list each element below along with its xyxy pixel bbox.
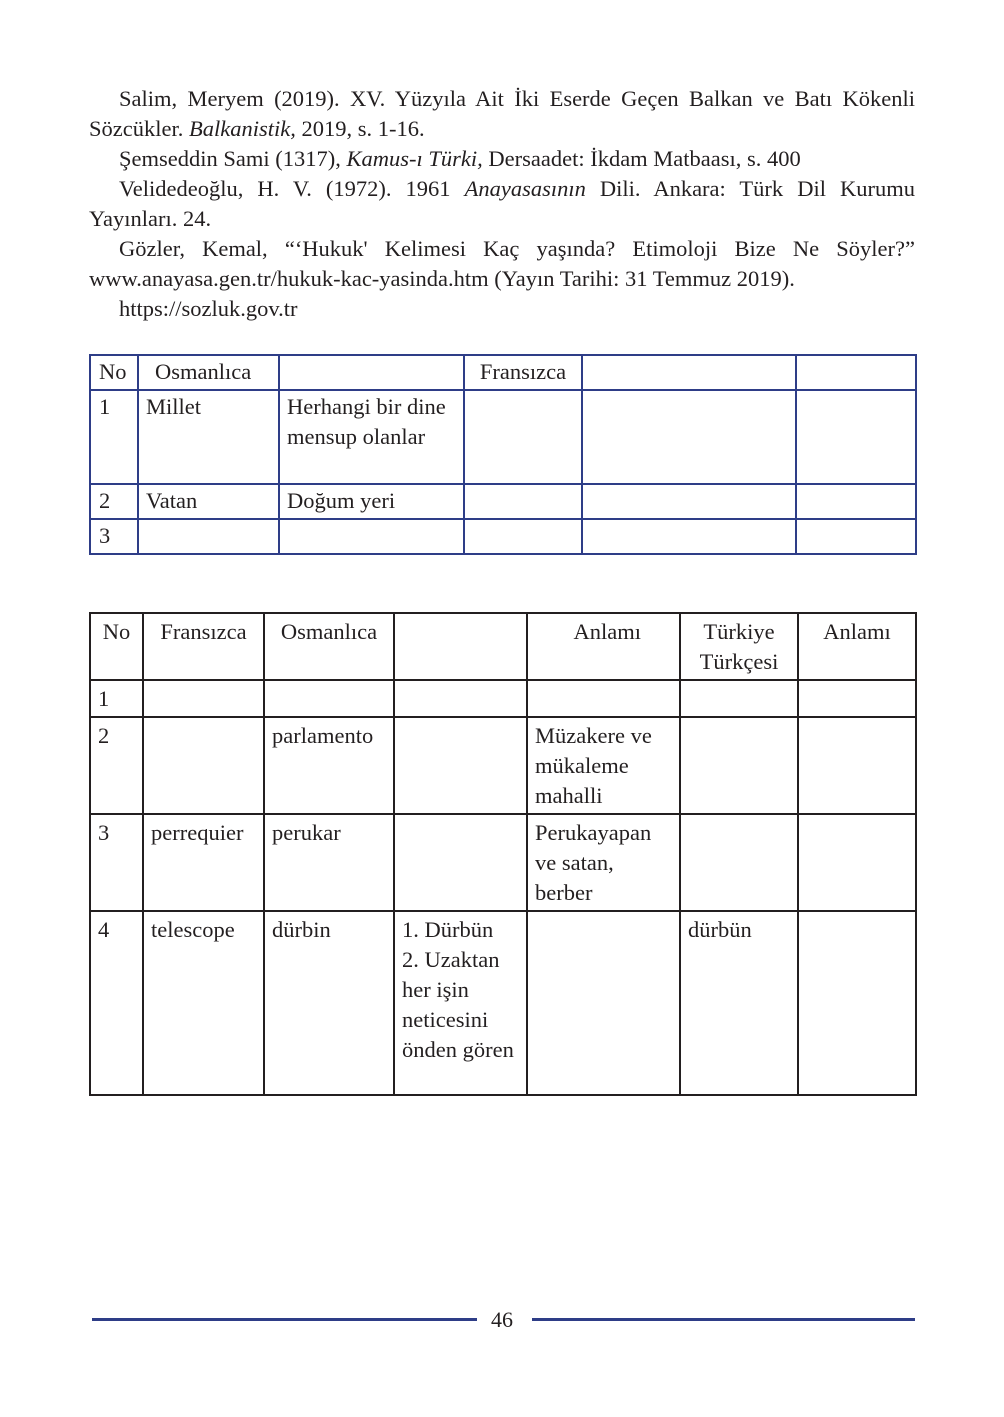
cell-no: 2 bbox=[90, 484, 138, 519]
cell-anlami bbox=[798, 680, 916, 717]
cell bbox=[582, 484, 796, 519]
header-no: No bbox=[90, 613, 143, 680]
table-header-row bbox=[90, 355, 916, 390]
cell-osmanlica bbox=[138, 519, 279, 554]
header-fransizca: Fransızca bbox=[143, 613, 264, 680]
header-osmanlica: Osmanlıca bbox=[138, 355, 279, 390]
header-cell bbox=[394, 613, 527, 680]
header-fransizca: Fransızca bbox=[464, 355, 582, 390]
reference-book: Anayasasının bbox=[464, 176, 586, 201]
table-header-row bbox=[90, 613, 916, 680]
cell bbox=[582, 519, 796, 554]
cell-fransizca bbox=[143, 680, 264, 717]
cell bbox=[582, 390, 796, 484]
table-fransizca-osmanlica bbox=[89, 612, 917, 1096]
table-osmanlica-fransizca bbox=[89, 354, 917, 555]
cell-no: 3 bbox=[90, 519, 138, 554]
table-row bbox=[90, 519, 916, 554]
reference-salim bbox=[89, 84, 915, 144]
cell-osmanlica: Vatan bbox=[138, 484, 279, 519]
references bbox=[89, 84, 915, 324]
table-row bbox=[90, 814, 916, 911]
reference-sozluk: https://sozluk.gov.tr bbox=[119, 296, 298, 321]
reference-text: Şemseddin Sami (1317), bbox=[119, 146, 347, 171]
table-row bbox=[90, 911, 916, 1095]
cell-osmanlica: dürbin bbox=[264, 911, 394, 1095]
reference-gozler: Gözler, Kemal, “‘Hukuk' Kelimesi Kaç yaşında? Etimoloji Bize Ne Söyler?” www.anayasa.gen.tr/hukuk-kac-yasinda.htm (Yayın Tarihi: 31 Temmuz 2019). bbox=[89, 236, 915, 291]
footer-rule-right bbox=[532, 1318, 915, 1321]
cell-no: 4 bbox=[90, 911, 143, 1095]
table-row bbox=[90, 484, 916, 519]
header-cell bbox=[582, 355, 796, 390]
header-cell bbox=[279, 355, 464, 390]
cell-fransizca bbox=[464, 390, 582, 484]
cell-turkiye-turkcesi: dürbün bbox=[680, 911, 798, 1095]
cell-osmanlica: perukar bbox=[264, 814, 394, 911]
cell-definition: 1. Dürbün 2. Uzaktan her işin neticesini önden gören bbox=[394, 911, 527, 1095]
reference-text: Velidedeoğlu, H. V. (1972). 1961 bbox=[119, 176, 465, 201]
cell-no: 1 bbox=[90, 680, 143, 717]
table-row bbox=[90, 680, 916, 717]
cell-osmanlica bbox=[264, 680, 394, 717]
cell-osmanlica: Millet bbox=[138, 390, 279, 484]
cell-meaning: Doğum yeri bbox=[279, 484, 464, 519]
cell-definition bbox=[394, 717, 527, 814]
cell-anlami bbox=[527, 911, 680, 1095]
page-footer bbox=[89, 1305, 915, 1335]
cell-definition bbox=[394, 814, 527, 911]
cell-fransizca bbox=[464, 519, 582, 554]
cell-definition bbox=[394, 680, 527, 717]
reference-journal: Balkanistik, bbox=[188, 116, 296, 141]
cell-anlami bbox=[527, 680, 680, 717]
reference-book: Kamus-ı Türki, bbox=[346, 146, 483, 171]
table-row bbox=[90, 717, 916, 814]
cell-osmanlica: parlamento bbox=[264, 717, 394, 814]
reference-text: Salim, Meryem (2019). XV. Yüzyıla Ait İki Eserde Geçen Balkan ve Batı Kökenli Sözcükler. bbox=[89, 86, 915, 141]
cell-anlami bbox=[798, 814, 916, 911]
cell-fransizca: telescope bbox=[143, 911, 264, 1095]
table-row bbox=[90, 390, 916, 484]
header-no: No bbox=[90, 355, 138, 390]
cell-turkiye-turkcesi bbox=[680, 717, 798, 814]
cell-no: 1 bbox=[90, 390, 138, 484]
cell-anlami: Perukayapan ve satan, berber bbox=[527, 814, 680, 911]
header-turkiye-turkcesi: Türkiye Türkçesi bbox=[680, 613, 798, 680]
cell-anlami bbox=[798, 911, 916, 1095]
cell-fransizca bbox=[143, 717, 264, 814]
cell bbox=[796, 390, 916, 484]
header-anlami: Anlamı bbox=[798, 613, 916, 680]
cell-fransizca: perrequier bbox=[143, 814, 264, 911]
cell-anlami: Müzakere ve mükaleme mahalli bbox=[527, 717, 680, 814]
cell-fransizca bbox=[464, 484, 582, 519]
reference-text: Dili. Ankara: Türk Dil Kurumu Yayınları. 24. bbox=[89, 176, 915, 231]
cell-no: 3 bbox=[90, 814, 143, 911]
cell-meaning bbox=[279, 519, 464, 554]
cell-meaning: Herhangi bir dine mensup olanlar bbox=[279, 390, 464, 484]
header-osmanlica: Osmanlıca bbox=[264, 613, 394, 680]
reference-text: Dersaadet: İkdam Matbaası, s. 400 bbox=[482, 146, 801, 171]
page-number: 46 bbox=[491, 1307, 513, 1332]
cell-turkiye-turkcesi bbox=[680, 680, 798, 717]
cell-turkiye-turkcesi bbox=[680, 814, 798, 911]
header-cell bbox=[796, 355, 916, 390]
reference-text: 2019, s. 1-16. bbox=[295, 116, 425, 141]
reference-semseddin bbox=[89, 144, 915, 174]
cell-no: 2 bbox=[90, 717, 143, 814]
cell bbox=[796, 484, 916, 519]
cell bbox=[796, 519, 916, 554]
cell-anlami bbox=[798, 717, 916, 814]
reference-velidedeoglu bbox=[89, 174, 915, 234]
header-anlami: Anlamı bbox=[527, 613, 680, 680]
